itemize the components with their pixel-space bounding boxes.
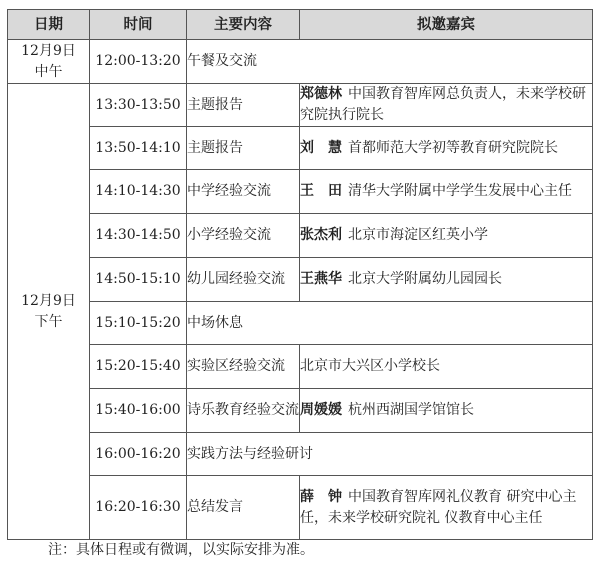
table-row — [8, 84, 593, 127]
guest-description: 中国教育智库网礼仪教育 研究中心主任，未来学校研究院礼 仪教育中心主任 — [300, 488, 577, 526]
guest-cell — [300, 389, 593, 433]
table-row — [8, 170, 593, 214]
guest-description: 首都师范大学初等教育研究院院长 — [348, 139, 558, 156]
header-guest: 拟邀嘉宾 — [300, 10, 593, 40]
guest-name: 周媛媛 — [300, 402, 342, 418]
guest-name: 王 田 — [300, 183, 342, 199]
topic-cell: 午餐及交流 — [187, 40, 593, 84]
topic-cell: 幼儿园经验交流 — [187, 258, 300, 302]
header-topic: 主要内容 — [187, 10, 300, 40]
date-cell-noon — [8, 40, 90, 84]
date-line: 下午 — [34, 313, 63, 330]
guest-name: 薛 钟 — [300, 488, 342, 505]
guest-name: 张杰利 — [300, 227, 342, 243]
guest-cell — [300, 84, 593, 127]
guest-cell — [300, 476, 593, 540]
guest-description: 清华大学附属中学学生发展中心主任 — [348, 183, 572, 199]
guest-cell — [300, 214, 593, 258]
topic-cell: 中场休息 — [187, 302, 593, 345]
topic-cell: 实践方法与经验研讨 — [187, 433, 593, 476]
guest-name: 郑德林 — [300, 86, 342, 102]
date-cell-afternoon — [8, 84, 90, 540]
table-row — [8, 433, 593, 476]
date-line: 中午 — [34, 63, 63, 80]
time-cell: 13:50-14:10 — [90, 127, 187, 170]
header-date: 日期 — [8, 10, 90, 40]
topic-cell: 主题报告 — [187, 127, 300, 170]
date-line: 12月9日 — [21, 292, 76, 309]
guest-name: 王燕华 — [300, 271, 342, 287]
table-row — [8, 345, 593, 389]
topic-cell: 主题报告 — [187, 84, 300, 127]
time-cell: 15:20-15:40 — [90, 345, 187, 389]
time-cell: 14:10-14:30 — [90, 170, 187, 214]
time-cell: 13:30-13:50 — [90, 84, 187, 127]
table-row — [8, 40, 593, 84]
table-row — [8, 476, 593, 540]
topic-cell: 总结发言 — [187, 476, 300, 540]
topic-cell: 诗乐教育经验交流 — [187, 389, 300, 433]
table-row — [8, 258, 593, 302]
guest-description: 北京大学附属幼儿园园长 — [348, 271, 502, 287]
guest-cell — [300, 170, 593, 214]
time-cell: 15:40-16:00 — [90, 389, 187, 433]
guest-description: 北京市大兴区小学校长 — [300, 358, 440, 374]
guest-cell — [300, 345, 593, 389]
topic-cell: 小学经验交流 — [187, 214, 300, 258]
time-cell: 16:00-16:20 — [90, 433, 187, 476]
header-time: 时间 — [90, 10, 187, 40]
date-line: 12月9日 — [21, 42, 76, 59]
table-row — [8, 389, 593, 433]
guest-description: 杭州西湖国学馆馆长 — [348, 402, 474, 418]
time-cell: 12:00-13:20 — [90, 40, 187, 84]
topic-cell: 中学经验交流 — [187, 170, 300, 214]
topic-cell: 实验区经验交流 — [187, 345, 300, 389]
table-row — [8, 214, 593, 258]
time-cell: 14:50-15:10 — [90, 258, 187, 302]
time-cell: 15:10-15:20 — [90, 302, 187, 345]
afternoon-rows — [8, 84, 593, 540]
header-row — [8, 10, 593, 40]
guest-description: 中国教育智库网总负责人，未来学校研究院执行院长 — [300, 86, 586, 123]
guest-name: 刘 慧 — [300, 139, 342, 156]
table-row — [8, 127, 593, 170]
time-cell: 14:30-14:50 — [90, 214, 187, 258]
guest-cell — [300, 258, 593, 302]
guest-description: 北京市海淀区红英小学 — [348, 227, 488, 243]
time-cell: 16:20-16:30 — [90, 476, 187, 540]
guest-cell — [300, 127, 593, 170]
table-row — [8, 302, 593, 345]
footnote: 注：具体日程或有微调，以实际安排为准。 — [48, 542, 314, 558]
schedule-table — [7, 9, 593, 540]
